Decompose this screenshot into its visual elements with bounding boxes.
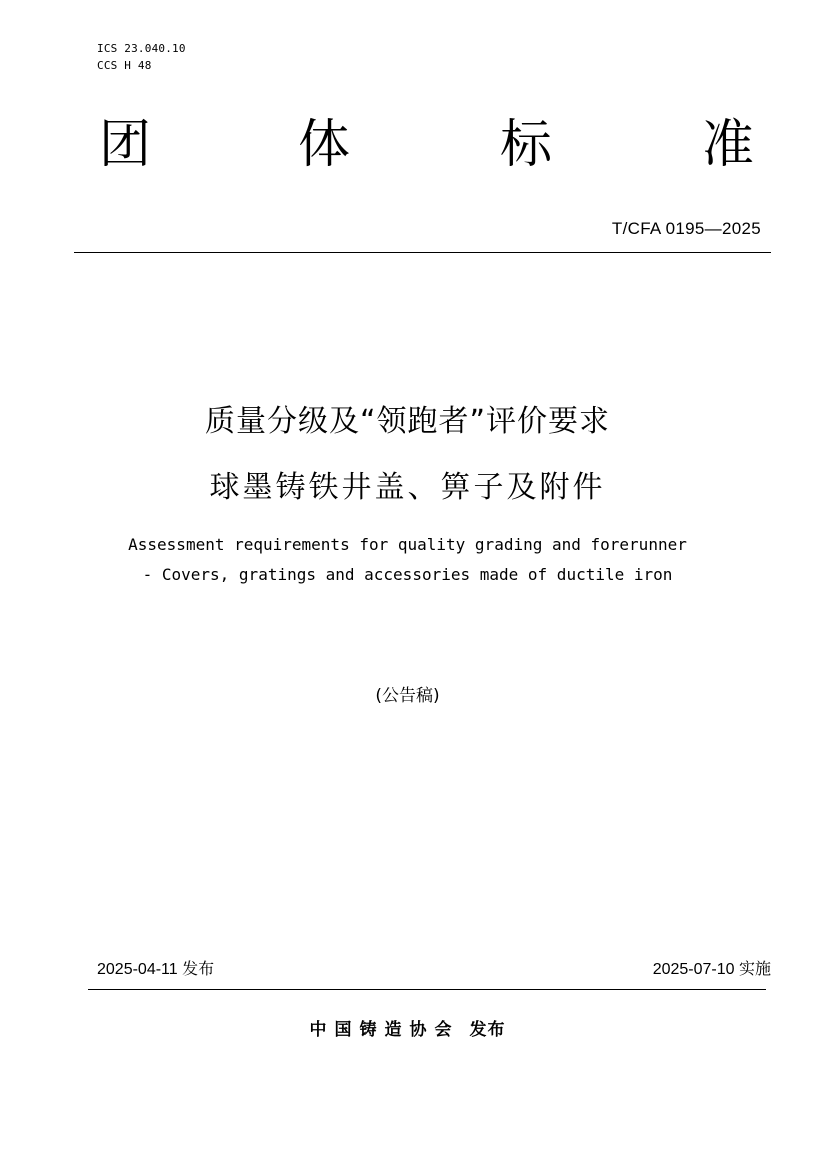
top-divider bbox=[74, 252, 771, 253]
chinese-title-line-2: 球墨铸铁井盖、箅子及附件 bbox=[209, 470, 606, 505]
heading-char-2: 体 bbox=[298, 115, 351, 175]
chinese-title-line-1: 质量分级及“领跑者”评价要求 bbox=[204, 404, 611, 439]
english-title-line-2: - Covers, gratings and accessories made of ductile iron bbox=[142, 565, 673, 584]
heading-char-1: 团 bbox=[99, 115, 152, 175]
heading-char-3: 标 bbox=[500, 115, 553, 175]
english-title-line-1: Assessment requirements for quality grading and forerunner bbox=[128, 535, 687, 554]
publish-date: 2025-04-11 发布 bbox=[97, 961, 215, 978]
draft-label: (公告稿) bbox=[375, 686, 440, 706]
standard-number: T/CFA 0195—2025 bbox=[611, 219, 761, 238]
bottom-divider bbox=[88, 989, 766, 990]
issuer-action: 发布 bbox=[469, 1020, 506, 1040]
issuer-organization: 中国铸造协会 bbox=[309, 1020, 460, 1040]
heading-char-4: 准 bbox=[702, 115, 755, 175]
issuer bbox=[0, 1019, 815, 1041]
ccs-code: CCS H 48 bbox=[97, 59, 152, 72]
ics-code: ICS 23.040.10 bbox=[97, 42, 186, 55]
implement-date: 2025-07-10 实施 bbox=[652, 961, 771, 978]
